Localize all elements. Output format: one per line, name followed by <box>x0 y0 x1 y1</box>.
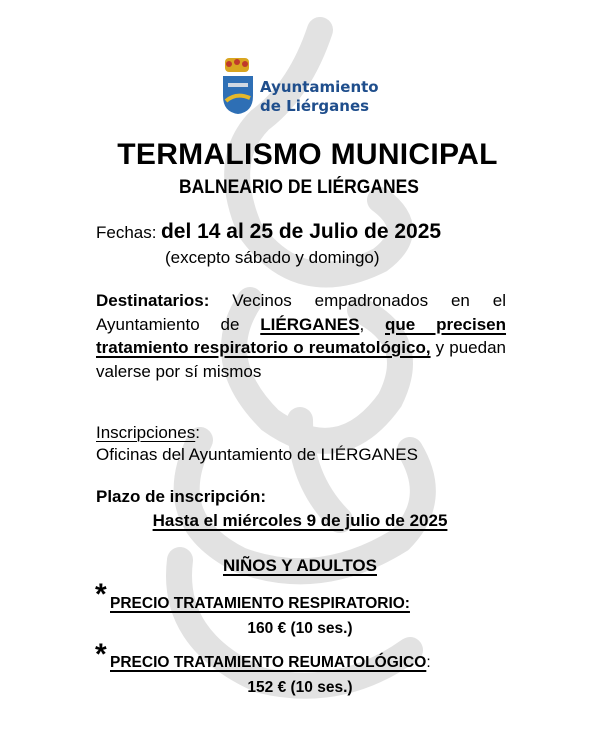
price-rheumatology-colon: : <box>426 654 431 671</box>
asterisk-2: * <box>95 638 107 671</box>
deadline-value <box>0 511 600 531</box>
registration-place: Oficinas del Ayuntamiento de LIÉRGANES <box>96 445 418 464</box>
price-rheumatology-label <box>110 654 431 672</box>
registration-heading <box>96 423 200 443</box>
audience-text: NIÑOS Y ADULTOS <box>223 556 377 575</box>
recipients-label: Destinatarios: <box>96 291 210 310</box>
price-respiratory-text: PRECIO TRATAMIENTO RESPIRATORIO: <box>110 595 410 612</box>
page-title: TERMALISMO MUNICIPAL <box>117 138 498 171</box>
logo-text <box>260 78 379 116</box>
deadline-text: Hasta el miércoles 9 de julio de 2025 <box>152 511 448 530</box>
price-rheumatology-value: 152 € (10 ses.) <box>247 679 353 696</box>
recipients-sep: , <box>359 314 386 334</box>
dates-note: (excepto sábado y domingo) <box>165 248 380 267</box>
dates <box>96 220 441 244</box>
price-respiratory-label <box>110 595 410 613</box>
deadline-label: Plazo de inscripción: <box>96 487 267 506</box>
logo-line-1: Ayuntamiento <box>260 78 379 96</box>
registration-label: Inscripciones <box>96 423 196 442</box>
dates-value: del 14 al 25 de Julio de 2025 <box>160 220 442 243</box>
audience <box>0 556 600 576</box>
dates-label: Fechas: <box>96 223 157 242</box>
recipients-text: Vecinos empadronados en el Ayuntamiento de <box>96 291 506 334</box>
price-rheumatology-text: PRECIO TRATAMIENTO REUMATOLÓGICO <box>110 654 427 671</box>
logo-line-2: de Liérganes <box>260 97 370 115</box>
recipients-text-2: y puedan valerse por sí mismos <box>96 338 506 381</box>
recipients-condition: que precisen tratamiento respiratorio o reumatológico, <box>96 314 507 357</box>
recipients <box>96 289 506 383</box>
price-respiratory-value: 160 € (10 ses.) <box>247 620 353 637</box>
coat-of-arms-logo <box>220 56 256 116</box>
recipients-place: LIÉRGANES <box>260 314 360 334</box>
asterisk-1: * <box>95 578 107 611</box>
registration-colon: : <box>195 423 200 442</box>
subtitle: BALNEARIO DE LIÉRGANES <box>179 177 419 198</box>
